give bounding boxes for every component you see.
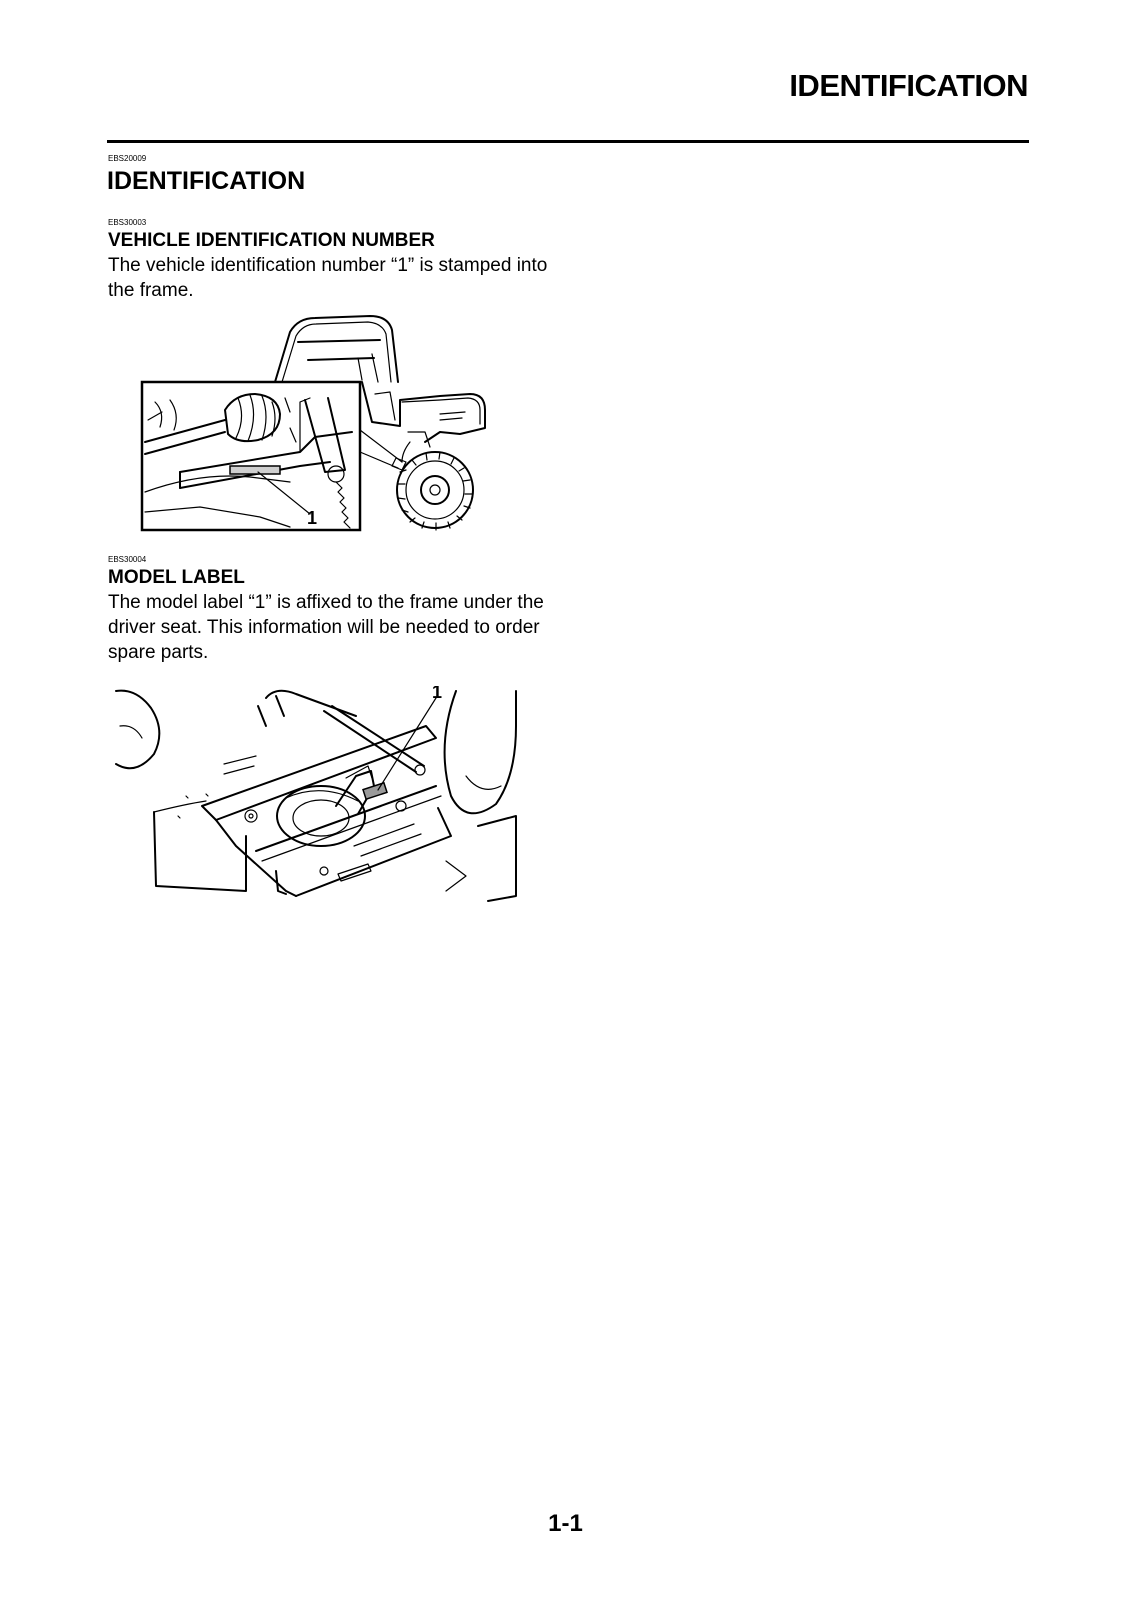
model-label-description: The model label “1” is affixed to the frame under the driver seat. This information will be needed to order spare parts. xyxy=(108,592,544,663)
section-title: IDENTIFICATION xyxy=(107,167,306,195)
vin-callout-number: 1 xyxy=(307,508,318,528)
vin-heading: VEHICLE IDENTIFICATION NUMBER xyxy=(108,230,435,251)
vin-code: EBS30003 xyxy=(108,218,147,227)
page-header-title: IDENTIFICATION xyxy=(789,68,1028,103)
page-number: 1-1 xyxy=(548,1510,583,1537)
section-code: EBS20009 xyxy=(108,154,147,163)
seat-base-drawing xyxy=(116,691,516,901)
model-label-heading: MODEL LABEL xyxy=(108,567,245,588)
header-divider xyxy=(107,140,1029,143)
model-label-callout-number: 1 xyxy=(432,686,443,702)
vin-description: The vehicle identification number “1” is stamped into the frame. xyxy=(108,255,548,301)
vin-stamp-area xyxy=(230,466,280,474)
model-label-sticker xyxy=(363,783,387,799)
model-label-location-figure xyxy=(106,686,536,916)
model-label-code: EBS30004 xyxy=(108,555,147,564)
vin-inset-frame xyxy=(142,382,360,530)
vin-location-figure xyxy=(140,302,500,552)
